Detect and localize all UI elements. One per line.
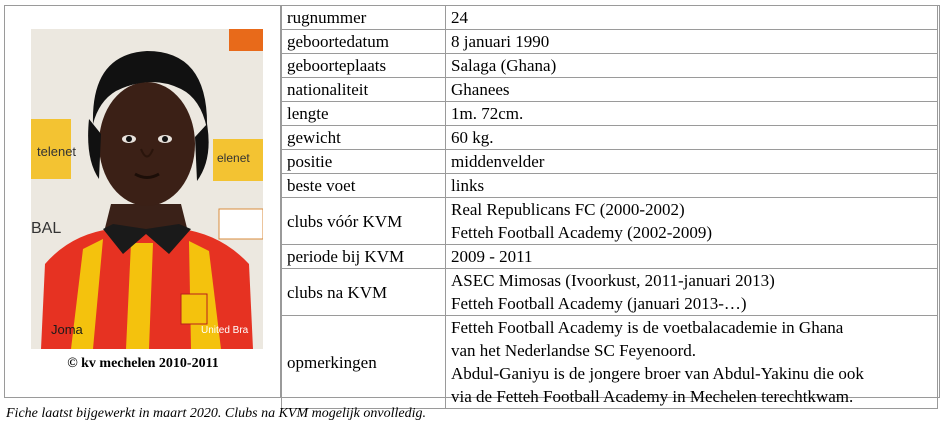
remark-line: via de Fetteh Football Academy in Mechelen terechtkwam.	[451, 387, 854, 406]
value-periode: 2009 - 2011	[446, 245, 938, 269]
player-info-table	[281, 5, 938, 409]
row-lengte	[282, 102, 938, 126]
label-rugnummer: rugnummer	[282, 6, 446, 30]
row-geboortedatum	[282, 30, 938, 54]
remark-line: Abdul-Ganiyu is de jongere broer van Abdul-Yakinu die ook	[451, 364, 864, 383]
label-periode: periode bij KVM	[282, 245, 446, 269]
label-nationaliteit: nationaliteit	[282, 78, 446, 102]
row-nationaliteit	[282, 78, 938, 102]
value-beste-voet: links	[446, 174, 938, 198]
label-geboorteplaats: geboorteplaats	[282, 54, 446, 78]
club-line: Fetteh Football Academy (januari 2013-…)	[451, 294, 747, 313]
value-nationaliteit: Ghanees	[446, 78, 938, 102]
row-opmerkingen	[282, 316, 938, 409]
row-clubs-voor	[282, 198, 938, 245]
photo-cell	[5, 6, 281, 397]
label-positie: positie	[282, 150, 446, 174]
value-clubs-voor	[446, 198, 938, 245]
club-line: Fetteh Football Academy (2002-2009)	[451, 223, 713, 242]
club-line: ASEC Mimosas (Ivoorkust, 2011-januari 2013)	[451, 271, 775, 290]
row-clubs-na	[282, 269, 938, 316]
svg-text:Joma: Joma	[51, 322, 83, 337]
label-geboortedatum: geboortedatum	[282, 30, 446, 54]
photo-caption: © kv mechelen 2010-2011	[67, 356, 219, 371]
svg-text:elenet: elenet	[217, 151, 250, 165]
remark-line: Fetteh Football Academy is de voetbalacademie in Ghana	[451, 318, 844, 337]
row-gewicht	[282, 126, 938, 150]
row-periode	[282, 245, 938, 269]
label-clubs-voor: clubs vóór KVM	[282, 198, 446, 245]
value-geboortedatum: 8 januari 1990	[446, 30, 938, 54]
svg-text:telenet: telenet	[37, 144, 77, 159]
value-clubs-na	[446, 269, 938, 316]
label-clubs-na: clubs na KVM	[282, 269, 446, 316]
label-opmerkingen: opmerkingen	[282, 316, 446, 409]
player-photo	[31, 29, 263, 349]
value-lengte: 1m. 72cm.	[446, 102, 938, 126]
svg-text:United Bra: United Bra	[201, 325, 249, 336]
label-lengte: lengte	[282, 102, 446, 126]
label-gewicht: gewicht	[282, 126, 446, 150]
row-beste-voet	[282, 174, 938, 198]
value-rugnummer: 24	[446, 6, 938, 30]
footnote: Fiche laatst bijgewerkt in maart 2020. Clubs na KVM mogelijk onvolledig.	[6, 406, 426, 421]
remark-line: van het Nederlandse SC Feyenoord.	[451, 341, 697, 360]
value-opmerkingen	[446, 316, 938, 409]
club-line: Real Republicans FC (2000-2002)	[451, 200, 685, 219]
label-beste-voet: beste voet	[282, 174, 446, 198]
value-gewicht: 60 kg.	[446, 126, 938, 150]
row-positie	[282, 150, 938, 174]
svg-text:BAL: BAL	[31, 220, 62, 237]
value-positie: middenvelder	[446, 150, 938, 174]
value-geboorteplaats: Salaga (Ghana)	[446, 54, 938, 78]
row-geboorteplaats	[282, 54, 938, 78]
row-rugnummer	[282, 6, 938, 30]
